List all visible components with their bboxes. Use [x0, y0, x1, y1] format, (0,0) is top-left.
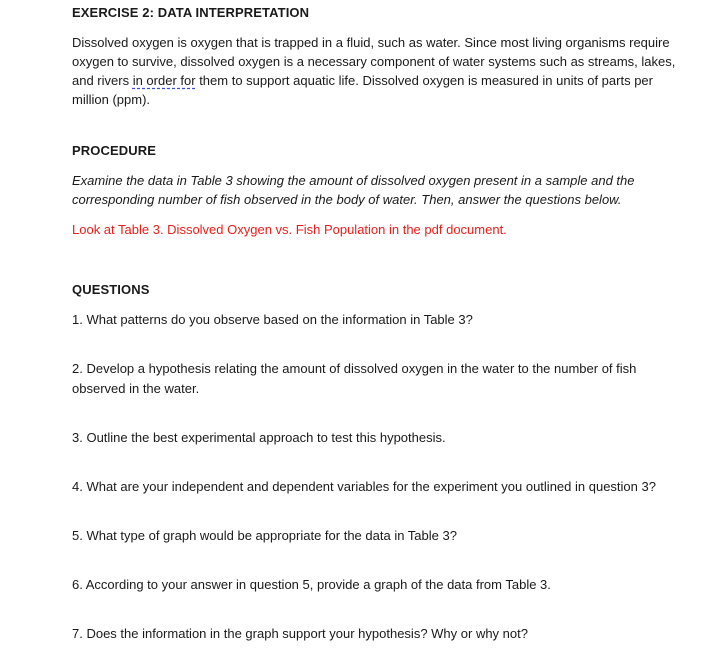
questions-heading: QUESTIONS	[72, 282, 150, 297]
question-2	[72, 359, 702, 399]
question-5: 5. What type of graph would be appropriate for the data in Table 3?	[72, 528, 457, 543]
table-reference-note: Look at Table 3. Dissolved Oxygen vs. Fish Population in the pdf document.	[72, 222, 507, 237]
intro-line-2: oxygen to survive, dissolved oxygen is a necessary component of water systems such as streams, lakes,	[72, 54, 676, 69]
grammar-flagged-phrase[interactable]: in order for	[132, 73, 196, 88]
question-2-line-2: observed in the water.	[72, 381, 200, 396]
intro-paragraph	[72, 33, 702, 109]
intro-line-3	[72, 71, 702, 90]
procedure-instructions	[72, 171, 702, 209]
question-7: 7. Does the information in the graph support your hypothesis? Why or why not?	[72, 626, 528, 641]
question-4: 4. What are your independent and dependent variables for the experiment you outlined in question 3?	[72, 479, 656, 494]
exercise-title: EXERCISE 2: DATA INTERPRETATION	[72, 5, 310, 20]
procedure-line-2: corresponding number of fish observed in the body of water. Then, answer the questions below.	[72, 192, 622, 207]
procedure-heading: PROCEDURE	[72, 143, 156, 158]
intro-line-3-post: them to support aquatic life. Dissolved oxygen is measured in units of parts per	[195, 73, 653, 88]
question-1: 1. What patterns do you observe based on the information in Table 3?	[72, 312, 473, 327]
question-2-line-1: 2. Develop a hypothesis relating the amount of dissolved oxygen in the water to the number of fish	[72, 361, 637, 376]
procedure-line-1: Examine the data in Table 3 showing the amount of dissolved oxygen present in a sample and the	[72, 173, 635, 188]
intro-line-3-pre: and rivers	[72, 73, 133, 88]
question-3: 3. Outline the best experimental approach to test this hypothesis.	[72, 430, 446, 445]
question-6: 6. According to your answer in question 5, provide a graph of the data from Table 3.	[72, 577, 551, 592]
intro-line-4: million (ppm).	[72, 92, 151, 107]
intro-line-1: Dissolved oxygen is oxygen that is trapped in a fluid, such as water. Since most living organisms require	[72, 35, 670, 50]
